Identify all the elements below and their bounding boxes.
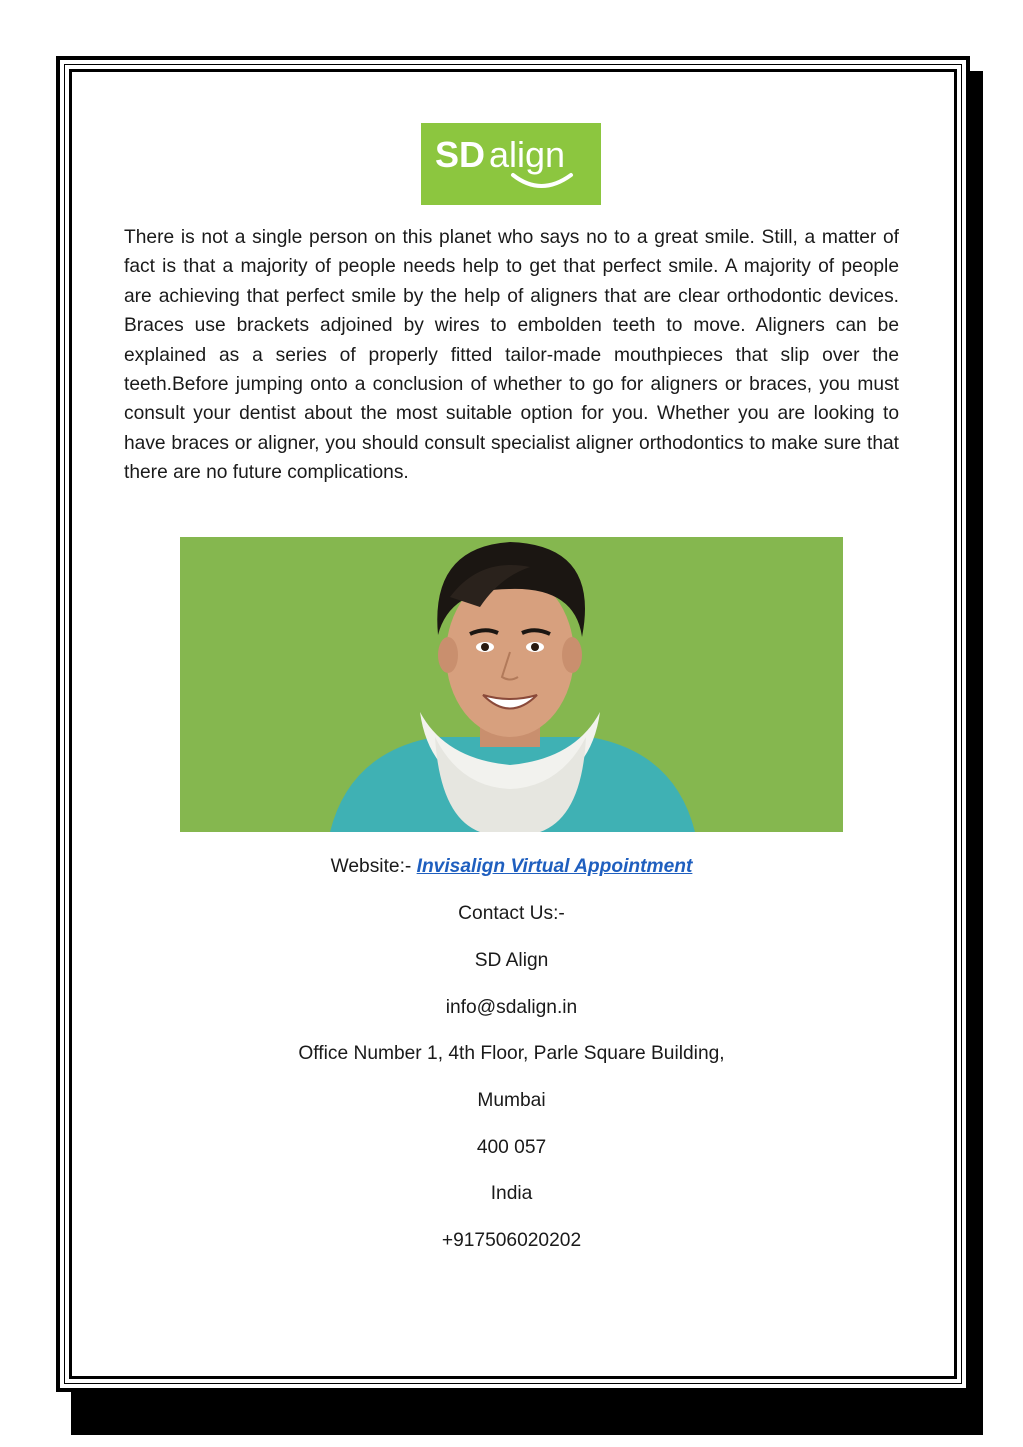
- logo-text-sd: SD: [435, 134, 486, 175]
- contact-email: info@sdalign.in: [445, 997, 578, 1018]
- intro-paragraph: There is not a single person on this planet who says no to a great smile. Still, a matter of fact is that a majority of people needs help to get that perfect smile. A majority of people are achieving that perfect smile by the help of aligners that are clear orthodontic devices. Braces use brackets adjoined by wires to embolden teeth to move. Aligners can be explained as a series of properly fitted tailor-made mouthpieces that slip over the teeth.Before jumping onto a conclusion of whether to go for aligners or braces, you must consult your dentist about the most suitable option for you. Whether you are looking to have braces or aligner, you should consult specialist aligner orthodontics to make sure that there are no future complications.: [124, 227, 899, 484]
- contact-postcode: 400 057: [476, 1137, 547, 1158]
- logo-smile-icon: [513, 175, 571, 186]
- contact-name: SD Align: [474, 950, 549, 971]
- contact-country: India: [490, 1183, 533, 1204]
- website-label: Website:-: [330, 856, 417, 877]
- website-line: [0, 855, 1023, 879]
- invisalign-appointment-link[interactable]: Invisalign Virtual Appointment: [416, 856, 693, 877]
- sdalign-logo-graphic: [421, 123, 601, 205]
- smiling-man-illustration: [180, 537, 843, 832]
- logo-text-align: align: [489, 134, 566, 175]
- sdalign-logo: [421, 123, 601, 205]
- contact-phone: +917506020202: [441, 1230, 582, 1251]
- contact-city: Mumbai: [477, 1090, 546, 1111]
- smiling-man-photo: [180, 537, 843, 832]
- contact-address: Office Number 1, 4th Floor, Parle Square Building,: [298, 1043, 725, 1064]
- contact-heading: Contact Us:-: [458, 903, 565, 924]
